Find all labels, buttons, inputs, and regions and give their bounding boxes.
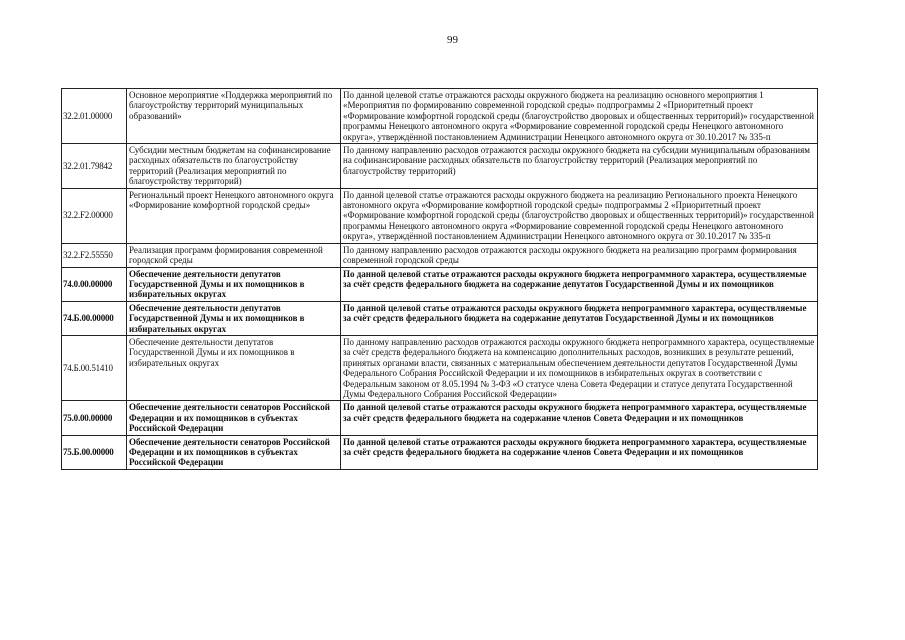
target-article-name: Реализация программ формирования современной городской среды (127, 243, 341, 267)
target-article-description: По данному направлению расходов отражаются расходы окружного бюджета непрограммного характера, осуществляемые за счёт средств федерального бюджета на компенсацию дополнительных расходов, возникших в результате решений, принятых органами власти, связанных с материальным обеспечением деятельности депутатов Государственной Думы Федерального Собрания Российской Федерации и их помощников в избирательных округах в соответствии с Федеральным законом от 8.05.1994 № 3-ФЗ «О статусе члена Совета Федерации и статусе депутата Государственной Думы Федерального Собрания Российской Федерации» (341, 335, 818, 400)
target-article-name: Обеспечение деятельности депутатов Государственной Думы и их помощников в избирательных округах (127, 267, 341, 301)
table-body (62, 89, 818, 470)
target-article-description: По данной целевой статье отражаются расходы окружного бюджета на реализацию основного мероприятия 1 «Мероприятия по формированию современной городской среды» подпрограммы 2 «Приоритетный проект «Формирование комфортной городской среды (благоустройство дворовых и общественных территорий)» государственной программы Ненецкого автономного округа «Формирование современной городской среды Ненецкого автономного округа», утверждённой постановлением Администрации Ненецкого автономного округа от 30.10.2017 № 335-п (341, 89, 818, 144)
target-article-description: По данной целевой статье отражаются расходы окружного бюджета непрограммного характера, осуществляемые за счёт средств федерального бюджета на содержание членов Совета Федерации и их помощников (341, 401, 818, 435)
target-article-name: Обеспечение деятельности сенаторов Российской Федерации и их помощников в субъектах Российской Федерации (127, 435, 341, 469)
table-row (62, 89, 818, 144)
target-article-description: По данной целевой статье отражаются расходы окружного бюджета непрограммного характера, осуществляемые за счёт средств федерального бюджета на содержание депутатов Государственной Думы и их помощников (341, 267, 818, 301)
table-row (62, 267, 818, 301)
target-article-code: 32.2.01.00000 (62, 89, 127, 144)
table-row (62, 401, 818, 435)
target-article-description: По данному направлению расходов отражаются расходы окружного бюджета на реализацию программ формирования современной городской среды (341, 243, 818, 267)
target-article-name: Субсидии местным бюджетам на софинансирование расходных обязательств по благоустройству территорий (Реализация мероприятий по благоустройству территорий) (127, 144, 341, 189)
target-article-code: 75.0.00.00000 (62, 401, 127, 435)
target-article-name: Основное мероприятие «Поддержка мероприятий по благоустройству территорий муниципальных образований» (127, 89, 341, 144)
table-row (62, 435, 818, 469)
target-article-name: Обеспечение деятельности депутатов Государственной Думы и их помощников в избирательных округах (127, 335, 341, 400)
table-row (62, 301, 818, 335)
target-article-description: По данному направлению расходов отражаются расходы окружного бюджета на субсидии муниципальным образованиям на софинансирование расходных обязательств по благоустройству территорий (Реализация мероприятий по благоустройству территорий) (341, 144, 818, 189)
target-article-code: 32.2.01.79842 (62, 144, 127, 189)
target-article-code: 74.Б.00.00000 (62, 301, 127, 335)
target-article-code: 74.Б.00.51410 (62, 335, 127, 400)
target-article-name: Региональный проект Ненецкого автономного округа «Формирование комфортной городской среды» (127, 188, 341, 243)
target-article-code: 75.Б.00.00000 (62, 435, 127, 469)
target-article-name: Обеспечение деятельности депутатов Государственной Думы и их помощников в избирательных округах (127, 301, 341, 335)
budget-classification-table (61, 88, 818, 470)
table-row (62, 335, 818, 400)
page-number: 99 (447, 34, 458, 46)
table-row (62, 144, 818, 189)
target-article-description: По данной целевой статье отражаются расходы окружного бюджета непрограммного характера, осуществляемые за счёт средств федерального бюджета на содержание депутатов Государственной Думы и их помощников (341, 301, 818, 335)
target-article-name: Обеспечение деятельности сенаторов Российской Федерации и их помощников в субъектах Российской Федерации (127, 401, 341, 435)
target-article-code: 32.2.F2.55550 (62, 243, 127, 267)
table-row (62, 243, 818, 267)
target-article-code: 74.0.00.00000 (62, 267, 127, 301)
table-row (62, 188, 818, 243)
target-article-description: По данной целевой статье отражаются расходы окружного бюджета непрограммного характера, осуществляемые за счёт средств федерального бюджета на содержание членов Совета Федерации и их помощников (341, 435, 818, 469)
target-article-code: 32.2.F2.00000 (62, 188, 127, 243)
target-article-description: По данной целевой статье отражаются расходы окружного бюджета на реализацию Регионального проекта Ненецкого автономного округа «Формирование комфортной городской среды» подпрограммы 2 «Приоритетный проект «Формирование комфортной городской среды (благоустройство дворовых и общественных территорий)» государственной программы Ненецкого автономного округа «Формирование современной городской среды Ненецкого автономного округа», утверждённой постановлением Администрации Ненецкого автономного округа от 30.10.2017 № 335-п (341, 188, 818, 243)
